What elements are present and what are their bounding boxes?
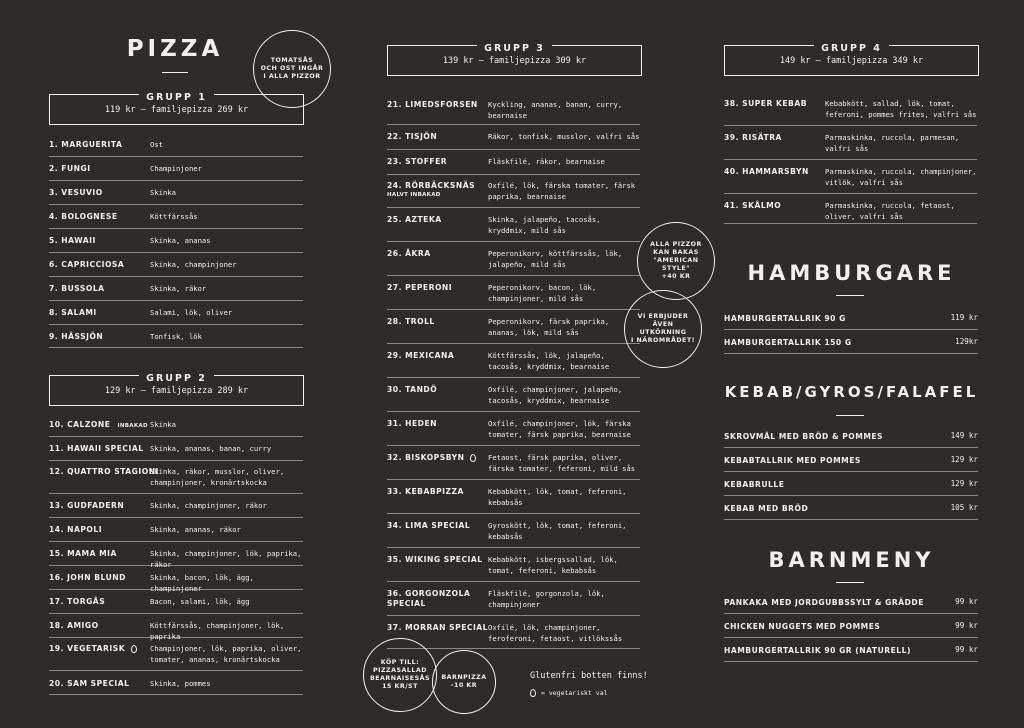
item-description: Räkor, tonfisk, musslor, valfri sås — [488, 132, 640, 141]
item-name: 39. RISÄTRA — [724, 133, 782, 142]
group-3-price: 139 kr – familjepizza 309 kr — [442, 56, 587, 66]
item-name: 7. BUSSOLA — [49, 284, 105, 293]
menu-row — [49, 619, 303, 641]
item-name: 9. HÄSSJÖN — [49, 332, 104, 341]
item-name: 41. SKÅLMO — [724, 201, 782, 210]
item-price: 105 kr — [950, 503, 978, 512]
menu-row — [49, 210, 303, 229]
menu-row — [49, 571, 303, 593]
menu-row — [387, 247, 640, 276]
item-description: Köttfärssås — [150, 212, 198, 221]
delivery-circle: VI ERBJUDER ÄVEN UTKÖRNING I NÄROMRÅDET! — [624, 290, 702, 368]
item-name: 21. LIMEDSFORSEN — [387, 100, 478, 109]
item-description: Köttfärssås, lök, jalapeño, tacosås, kryddmix, bearnaise — [488, 351, 610, 371]
item-price: 129 kr — [950, 479, 978, 488]
item-name: 15. MAMA MIA — [49, 549, 117, 558]
menu-row — [49, 465, 303, 494]
hamburgare-underline — [836, 295, 864, 296]
barnmeny-title: BARNMENY — [768, 548, 935, 572]
item-name: HAMBURGERTALLRIK 150 G — [724, 338, 852, 347]
item-description: Parmaskinka, ruccola, champinjoner, vitlök, valfri sås — [825, 167, 977, 187]
menu-row — [387, 451, 640, 480]
menu-row — [49, 642, 303, 671]
item-description: Oxfilé, lök, champinjoner, feroferoni, fetaost, vitlökssås — [488, 623, 623, 643]
item-name: 28. TROLL — [387, 317, 435, 326]
item-description: Kebabkött, lök, tomat, feferoni, kebabsås — [488, 487, 627, 507]
group-4-price: 149 kr – familjepizza 349 kr — [779, 56, 924, 66]
item-name: 5. HAWAII — [49, 236, 96, 245]
menu-row — [724, 165, 977, 194]
item-name: 36. GORGONZOLA SPECIAL — [387, 589, 471, 608]
menu-row — [49, 186, 303, 205]
menu-row — [49, 523, 303, 542]
item-description: Peperonikorv, köttfärssås, lök, jalapeño, mild sås — [488, 249, 623, 269]
item-description: Oxfilé, lök, färska tomater, färsk paprika, bearnaise — [488, 181, 636, 201]
item-description: Champinjoner, lök, paprika, oliver, tomater, ananas, kronärtskocka — [150, 644, 302, 664]
menu-row — [49, 418, 303, 437]
menu-row — [724, 619, 978, 638]
item-name: 2. FUNGI — [49, 164, 91, 173]
menu-row — [724, 643, 978, 662]
item-price: 129 kr — [950, 455, 978, 464]
menu-row — [387, 349, 640, 378]
group-1-title: GRUPP 1 — [139, 92, 214, 103]
item-description: Kebabkött, isbergssallad, lök, tomat, feferoni, kebabsås — [488, 555, 618, 575]
menu-row — [49, 282, 303, 301]
item-description: Kebabkött, sallad, lök, tomat, feferoni, pommes frites, valfri sås — [825, 99, 977, 119]
menu-row — [387, 383, 640, 412]
item-name: HAMBURGERTALLRIK 90 G — [724, 314, 846, 323]
menu-row — [724, 429, 978, 448]
item-name: 38. SUPER KEBAB — [724, 99, 807, 108]
menu-row — [387, 519, 640, 548]
item-description: Peperonikorv, bacon, lök, champinjoner, mild sås — [488, 283, 597, 303]
item-description: Skinka, räkor — [150, 284, 207, 293]
item-description: Skinka, champinjoner, räkor — [150, 501, 267, 510]
menu-row — [387, 315, 640, 344]
item-description: Skinka, ananas, banan, curry — [150, 444, 272, 453]
item-description: Champinjoner — [150, 164, 202, 173]
menu-row — [724, 453, 978, 472]
menu-row — [49, 595, 303, 614]
item-price: 99 kr — [955, 645, 978, 654]
item-description: Skinka, jalapeño, tacosås, kryddmix, mild sås — [488, 215, 601, 235]
item-name: 6. CAPRICCIOSA — [49, 260, 125, 269]
item-price: 129kr — [955, 337, 978, 346]
item-subnote: HALVT INBAKAD — [387, 192, 441, 198]
menu-row — [724, 477, 978, 496]
menu-row — [387, 587, 640, 616]
item-name: 13. GUDFADERN — [49, 501, 125, 510]
vegetarian-legend-text: = vegetariskt val — [541, 689, 608, 697]
item-name: PANKAKA MED JORDGUBBSSYLT & GRÄDDE — [724, 598, 924, 607]
item-name: SKROVMÅL MED BRÖD & POMMES — [724, 432, 884, 441]
item-name: 3. VESUVIO — [49, 188, 103, 197]
item-name: 20. SAM SPECIAL — [49, 679, 130, 688]
group-2-title: GRUPP 2 — [139, 373, 214, 384]
item-description: Skinka, ananas, räkor — [150, 525, 241, 534]
item-description: Köttfärssås, champinjoner, lök, paprika — [150, 621, 285, 641]
item-name: 30. TANDÖ — [387, 385, 438, 394]
menu-row — [387, 179, 640, 208]
item-price: 149 kr — [950, 431, 978, 440]
barnmeny-underline — [836, 582, 864, 583]
item-description: Skinka, pommes — [150, 679, 211, 688]
item-description: Skinka, räkor, musslor, oliver, champinjoner, kronärtskocka — [150, 467, 285, 487]
item-description: Bacon, salami, lök, ägg — [150, 597, 250, 606]
menu-row — [387, 213, 640, 242]
item-subnote: INBAKAD — [117, 423, 148, 429]
vegetarian-leaf-icon — [470, 454, 476, 462]
menu-row — [387, 485, 640, 514]
item-price: 99 kr — [955, 621, 978, 630]
pizza-title: PIZZA — [126, 36, 224, 62]
menu-row — [49, 162, 303, 181]
menu-row — [387, 621, 640, 649]
item-name: 10. CALZONE INBAKAD — [49, 420, 148, 429]
group-2-price: 129 kr – familjepizza 289 kr — [104, 386, 249, 396]
item-description: Oxfilé, champinjoner, lök, färska tomater, färsk paprika, bearnaise — [488, 419, 631, 439]
item-description: Oxfilé, champinjoner, jalapeño, tacosås, kryddmix, bearnaise — [488, 385, 623, 405]
gluten-free-note: Glutenfri botten finns! — [530, 671, 648, 681]
item-description: Peperonikorv, färsk paprika, ananas, lök, mild sås — [488, 317, 610, 337]
item-description: Skinka, champinjoner, lök, paprika, räkor — [150, 549, 302, 569]
item-name: 12. QUATTRO STAGIONI — [49, 467, 159, 476]
item-name: KEBAB MED BRÖD — [724, 504, 809, 513]
item-description: Skinka — [150, 420, 176, 429]
kids-pizza-circle: BARNPIZZA -10 KR — [432, 650, 496, 714]
kebab-underline — [836, 415, 864, 416]
menu-row — [724, 131, 977, 160]
item-name: 1. MARGUERITA — [49, 140, 123, 149]
item-name: 34. LIMA SPECIAL — [387, 521, 471, 530]
item-name: 14. NAPOLI — [49, 525, 103, 534]
item-name: 17. TORGÅS — [49, 597, 106, 606]
menu-row — [724, 311, 978, 330]
item-description: Salami, lök, oliver — [150, 308, 233, 317]
item-name: 27. PEPERONI — [387, 283, 453, 292]
item-description: Skinka, ananas — [150, 236, 211, 245]
item-name: 31. HEDEN — [387, 419, 437, 428]
item-name: 23. STOFFER — [387, 157, 448, 166]
menu-row — [49, 330, 303, 348]
menu-row — [387, 553, 640, 582]
item-description: Skinka — [150, 188, 176, 197]
item-description: Skinka, champinjoner — [150, 260, 237, 269]
item-description: Ost — [150, 140, 163, 149]
item-name: 11. HAWAII SPECIAL — [49, 444, 144, 453]
menu-row — [49, 234, 303, 253]
menu-row — [387, 417, 640, 446]
menu-row — [49, 499, 303, 518]
item-name: 8. SALAMI — [49, 308, 97, 317]
menu-row — [724, 97, 977, 126]
item-name: 32. BISKOPSBYN — [387, 453, 476, 463]
group-2-box — [49, 375, 304, 406]
menu-row — [387, 130, 640, 150]
menu-row — [724, 199, 977, 224]
item-description: Parmaskinka, ruccola, fetaost, oliver, valfri sås — [825, 201, 955, 221]
item-name: 25. AZTEKA — [387, 215, 442, 224]
menu-row — [724, 501, 978, 520]
item-name: 40. HAMMARSBYN — [724, 167, 809, 176]
group-3-box — [387, 45, 642, 76]
item-name: 33. KEBABPIZZA — [387, 487, 464, 496]
menu-row — [49, 258, 303, 277]
item-name: 29. MEXICANA — [387, 351, 455, 360]
menu-row — [724, 595, 978, 614]
menu-row — [49, 677, 303, 695]
hamburgare-title: HAMBURGARE — [747, 261, 956, 285]
item-description: Fläskfilé, räkor, bearnaise — [488, 157, 605, 166]
item-price: 119 kr — [950, 313, 978, 322]
menu-row — [49, 547, 303, 569]
vegetarian-legend — [530, 689, 608, 697]
group-3-title: GRUPP 3 — [477, 43, 552, 54]
menu-row — [724, 335, 978, 354]
item-name: 4. BOLOGNESE — [49, 212, 118, 221]
menu-row — [387, 281, 640, 310]
item-name: 18. AMIGO — [49, 621, 99, 630]
menu-row — [49, 442, 303, 461]
item-name: 35. WIKING SPECIAL — [387, 555, 483, 564]
menu-row — [387, 98, 640, 125]
item-name: 22. TISJÖN — [387, 132, 438, 141]
item-name: 24. RÖRBÄCKSNÄS HALVT INBAKAD — [387, 181, 476, 198]
group-1-price: 119 kr – familjepizza 269 kr — [104, 105, 249, 115]
item-description: Kyckling, ananas, banan, curry, bearnaise — [488, 100, 623, 120]
item-name: KEBABTALLRIK MED POMMES — [724, 456, 861, 465]
item-description: Tonfisk, lök — [150, 332, 202, 341]
vegetarian-leaf-icon — [131, 645, 137, 653]
american-style-circle: ALLA PIZZOR KAN BAKAS "AMERICAN STYLE" +40 KR — [637, 222, 715, 300]
item-description: Parmaskinka, ruccola, parmesan, valfri sås — [825, 133, 960, 153]
menu-row — [387, 155, 640, 175]
item-description: Gyroskött, lök, tomat, feferoni, kebabsås — [488, 521, 627, 541]
leaf-icon — [530, 689, 536, 697]
item-price: 99 kr — [955, 597, 978, 606]
group-4-title: GRUPP 4 — [814, 43, 889, 54]
item-name: KEBABRULLE — [724, 480, 785, 489]
item-name: 26. ÅKRA — [387, 249, 431, 258]
kebab-title: KEBAB/GYROS/FALAFEL — [724, 383, 979, 401]
item-name: HAMBURGERTALLRIK 90 GR (NATURELL) — [724, 646, 911, 655]
group-4-box — [724, 45, 979, 76]
item-description: Fläskfilé, gorgonzola, lök, champinjoner — [488, 589, 605, 609]
item-description: Skinka, bacon, lök, ägg, champinjoner — [150, 573, 254, 593]
tomato-sauce-circle: TOMATSÅS OCH OST INGÅR I ALLA PIZZOR — [253, 30, 331, 108]
pizza-title-underline — [162, 72, 188, 73]
group-1-box — [49, 94, 304, 125]
pizza-salad-circle: KÖP TILL: PIZZASALLAD BEARNAISESÅS 15 KR/ST — [363, 638, 437, 712]
menu-row — [49, 306, 303, 325]
menu-row — [49, 138, 303, 157]
item-name: 37. MORRAN SPECIAL — [387, 623, 489, 632]
item-name: CHICKEN NUGGETS MED POMMES — [724, 622, 881, 631]
item-name: 19. VEGETARISK — [49, 644, 137, 654]
item-name: 16. JOHN BLUND — [49, 573, 126, 582]
item-description: Fetaost, färsk paprika, oliver, färska tomater, feferoni, mild sås — [488, 453, 636, 473]
